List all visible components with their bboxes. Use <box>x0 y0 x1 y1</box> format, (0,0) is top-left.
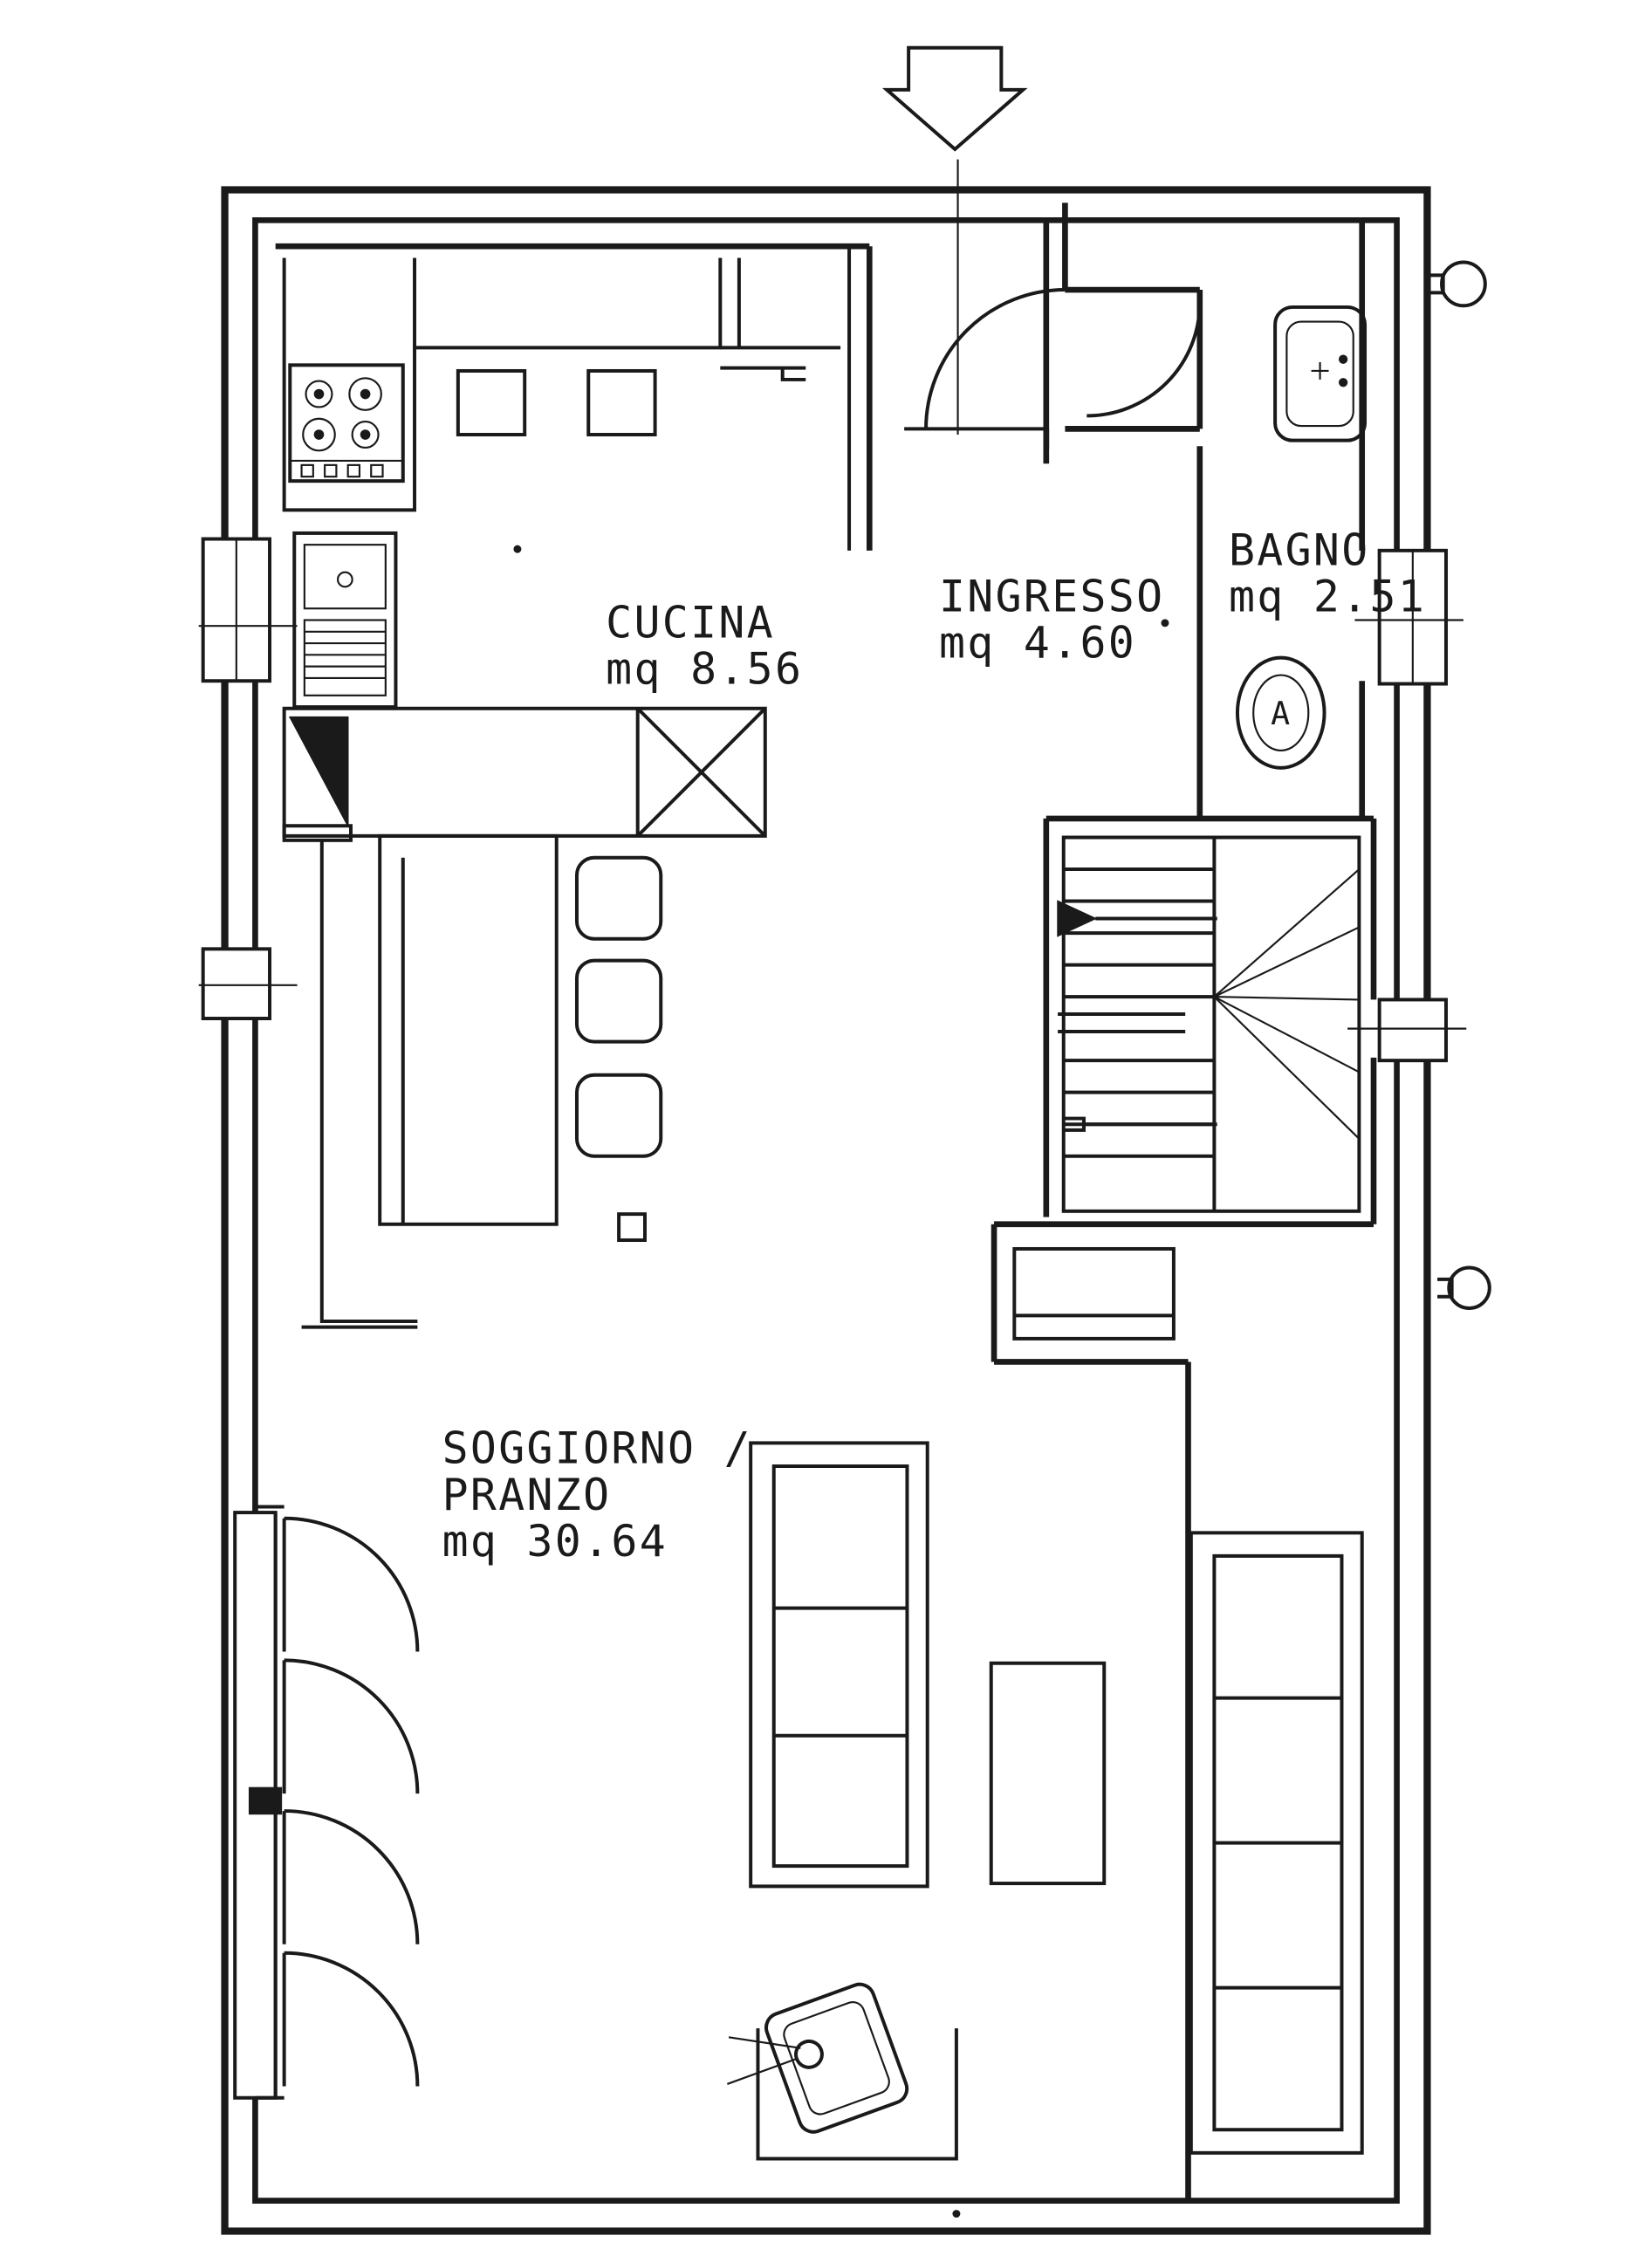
plan-dot <box>514 546 520 552</box>
soggiorno-area: mq 30.64 <box>442 1515 668 1567</box>
entry-door-swing <box>904 210 1065 429</box>
hall-closet <box>1014 1249 1174 1339</box>
bathroom-sink-icon <box>1275 307 1365 441</box>
kitchen-sink-icon <box>294 533 395 707</box>
cucina-area: mq 8.56 <box>606 643 804 695</box>
toilet-icon <box>1237 658 1325 768</box>
balcony-doors <box>235 1506 417 2097</box>
soggiorno-name-line-2: PRANZO <box>442 1469 612 1520</box>
room-label-soggiorno-pranzo <box>442 1423 752 1567</box>
cooktop-icon <box>290 365 402 481</box>
coffee-table <box>991 1663 1104 1883</box>
entrance-direction-arrow <box>887 48 1023 435</box>
bathroom-door-swing <box>1086 290 1199 415</box>
room-label-ingresso <box>939 572 1164 669</box>
kitchen-island <box>284 709 765 840</box>
dining-table-and-chairs <box>302 836 661 1327</box>
armchair <box>710 1980 911 2155</box>
soggiorno-name-line-1: SOGGIORNO / <box>442 1423 752 1474</box>
right-wall-windows <box>1347 262 1490 1308</box>
cucina-name: CUCINA <box>606 597 776 648</box>
toilet-marker-label: A <box>1271 695 1291 733</box>
plan-dot <box>953 2211 959 2217</box>
bagno-area: mq 2.51 <box>1228 571 1427 622</box>
staircase <box>1058 838 1359 1211</box>
interior-walls <box>276 202 1374 2200</box>
sofa-left <box>751 1443 928 1886</box>
bagno-name: BAGNO <box>1228 525 1370 576</box>
sofa-right <box>1191 1533 1362 2153</box>
ingresso-name: INGRESSO <box>938 571 1165 622</box>
left-wall-windows <box>199 510 298 1506</box>
ingresso-area: mq 4.60 <box>938 617 1137 669</box>
kitchen-upper-cabinets <box>284 257 840 510</box>
room-label-cucina <box>606 597 803 694</box>
